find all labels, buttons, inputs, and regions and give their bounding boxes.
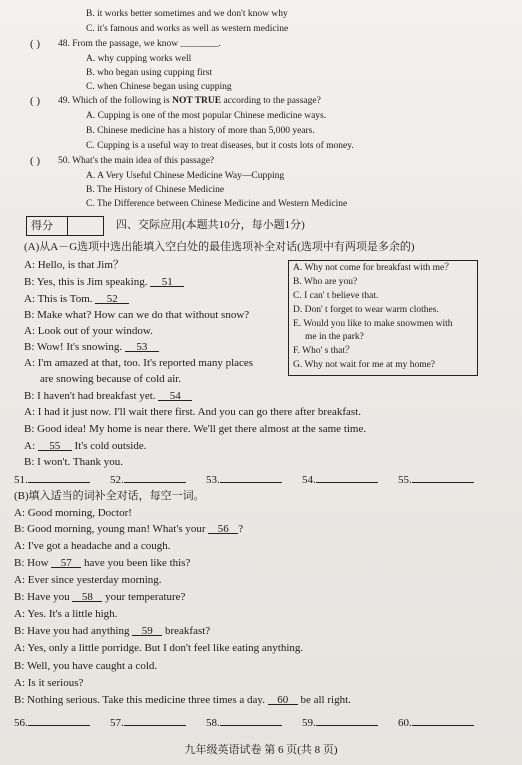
q47-option-c: C. it's famous and works as well as western medicine xyxy=(86,24,289,34)
dialogue-line: A: I'm amazed at that, too. It's reported many places xyxy=(24,357,254,369)
q49-option-a: A. Cupping is one of the most popular Chinese medicine ways. xyxy=(86,111,327,121)
option-e-cont: me in the park? xyxy=(305,332,364,342)
q50-option-a: A. A Very Useful Chinese Medicine Way—Cupping xyxy=(86,171,285,181)
q50-option-c: C. The Difference between Chinese Medicine and Western Medicine xyxy=(86,199,348,209)
option-b: B. Who are you? xyxy=(293,277,358,287)
answer-blank[interactable] xyxy=(28,472,90,483)
blank-55[interactable]: 55 xyxy=(38,440,72,451)
options-box xyxy=(288,260,478,376)
option-g: G. Why not wait for me at my home? xyxy=(293,360,436,370)
q49-option-b: B. Chinese medicine has a history of more than 5,000 years. xyxy=(86,126,315,136)
part-b-instruction: (B)填入适当的词补全对话，每空一词。 xyxy=(14,490,205,502)
answer-55: 55. xyxy=(398,472,474,487)
q47-option-b: B. it works better sometimes and we don't know why xyxy=(86,9,288,19)
answer-blank[interactable] xyxy=(412,472,474,483)
dialogue-line: B: How 57 have you been like this? xyxy=(14,557,191,569)
answer-54: 54. xyxy=(302,472,378,487)
section-4-title: 四、交际应用(本题共10分，每小题1分) xyxy=(116,219,305,231)
option-d: D. Don' t forget to wear warm clothes. xyxy=(293,305,439,315)
option-e: E. Would you like to make snowmen with xyxy=(293,319,453,329)
q49-paren: ( ) xyxy=(30,95,41,107)
dialogue-line: B: Well, you have caught a cold. xyxy=(14,660,158,672)
score-label: 得分 xyxy=(27,217,68,235)
answer-58: 58. xyxy=(206,715,282,730)
dialogue-line: are snowing because of cold air. xyxy=(40,373,182,385)
q50-stem: 50. What's the main idea of this passage? xyxy=(58,156,215,166)
answer-57: 57. xyxy=(110,715,186,730)
answer-52: 52. xyxy=(110,472,186,487)
dialogue-line: A: Yes, only a little porridge. But I don't feel like eating anything. xyxy=(14,642,304,654)
dialogue-line: A: Is it serious? xyxy=(14,677,84,689)
dialogue-line: A: This is Tom. 52 xyxy=(24,293,129,306)
answer-blank[interactable] xyxy=(316,715,378,726)
blank-60[interactable]: 60 xyxy=(268,694,298,705)
answer-blank[interactable] xyxy=(124,472,186,483)
dialogue-line: B: Make what? How can we do that without snow? xyxy=(24,309,250,321)
q48-option-a: A. why cupping works well xyxy=(86,54,192,64)
blank-57[interactable]: 57 xyxy=(51,557,81,568)
dialogue-line: A: I've got a headache and a cough. xyxy=(14,540,171,552)
answer-blank[interactable] xyxy=(28,715,90,726)
answer-blank[interactable] xyxy=(316,472,378,483)
answer-53: 53. xyxy=(206,472,282,487)
part-a-instruction: (A)从A－G选项中选出能填入空白处的最佳选项补全对话(选项中有两项是多余的) xyxy=(24,241,415,253)
answer-56: 56. xyxy=(14,715,90,730)
q48-option-c: C. when Chinese began using cupping xyxy=(86,82,232,92)
q49-option-c: C. Cupping is a useful way to treat diseases, but it costs lots of money. xyxy=(86,141,354,151)
blank-58[interactable]: 58 xyxy=(72,591,102,602)
dialogue-line: B: Nothing serious. Take this medicine three times a day. 60 be all right. xyxy=(14,694,351,706)
option-c: C. I can' t believe that. xyxy=(293,291,379,301)
answer-blank[interactable] xyxy=(220,472,282,483)
dialogue-line: B: I haven't had breakfast yet. 54 xyxy=(24,390,192,403)
dialogue-line: B: Have you 58 your temperature? xyxy=(14,591,186,603)
answer-blank[interactable] xyxy=(124,715,186,726)
answer-51: 51. xyxy=(14,472,90,487)
dialogue-line: B: Good idea! My home is near there. We'll get there almost at the same time. xyxy=(24,423,367,435)
q50-option-b: B. The History of Chinese Medicine xyxy=(86,185,225,195)
option-f: F. Who' s that？ xyxy=(293,346,355,356)
dialogue-line: A: Yes. It's a little high. xyxy=(14,608,118,620)
blank-51[interactable]: 51 xyxy=(150,276,184,287)
dialogue-line: B: Yes, this is Jim speaking. 51 xyxy=(24,276,184,289)
score-box xyxy=(26,216,104,236)
blank-59[interactable]: 59 xyxy=(132,625,162,636)
blank-56[interactable]: 56 xyxy=(208,523,238,534)
q50-paren: ( ) xyxy=(30,155,41,167)
q49-stem: 49. Which of the following is NOT TRUE according to the passage? xyxy=(58,96,321,106)
blank-54[interactable]: 54 xyxy=(158,390,192,401)
option-a: A. Why not come for breakfast with me？ xyxy=(293,263,454,273)
answer-blank[interactable] xyxy=(412,715,474,726)
q48-option-b: B. who began using cupping first xyxy=(86,68,213,78)
dialogue-line: B: Have you had anything 59 breakfast? xyxy=(14,625,211,637)
page-footer: 九年级英语试卷 第 6 页(共 8 页) xyxy=(184,744,338,756)
dialogue-line: A: Hello, is that Jim？ xyxy=(24,259,124,271)
dialogue-line: A: Good morning, Doctor! xyxy=(14,507,132,519)
answer-blank[interactable] xyxy=(220,715,282,726)
answer-59: 59. xyxy=(302,715,378,730)
q48-stem: 48. From the passage, we know ________. xyxy=(58,39,221,49)
q48-paren: ( ) xyxy=(30,38,41,50)
answer-60: 60. xyxy=(398,715,474,730)
dialogue-line: B: Wow! It's snowing. 53 xyxy=(24,341,159,354)
dialogue-line: A: I had it just now. I'll wait there first. And you can go there after breakfast. xyxy=(24,406,361,418)
dialogue-line: A: Ever since yesterday morning. xyxy=(14,574,162,586)
dialogue-line: B: I won't. Thank you. xyxy=(24,456,123,468)
dialogue-line: A: Look out of your window. xyxy=(24,325,153,337)
dialogue-line: A: 55 It's cold outside. xyxy=(24,440,147,452)
blank-53[interactable]: 53 xyxy=(125,341,159,352)
dialogue-line: B: Good morning, young man! What's your 56 ? xyxy=(14,523,244,535)
blank-52[interactable]: 52 xyxy=(95,293,129,304)
